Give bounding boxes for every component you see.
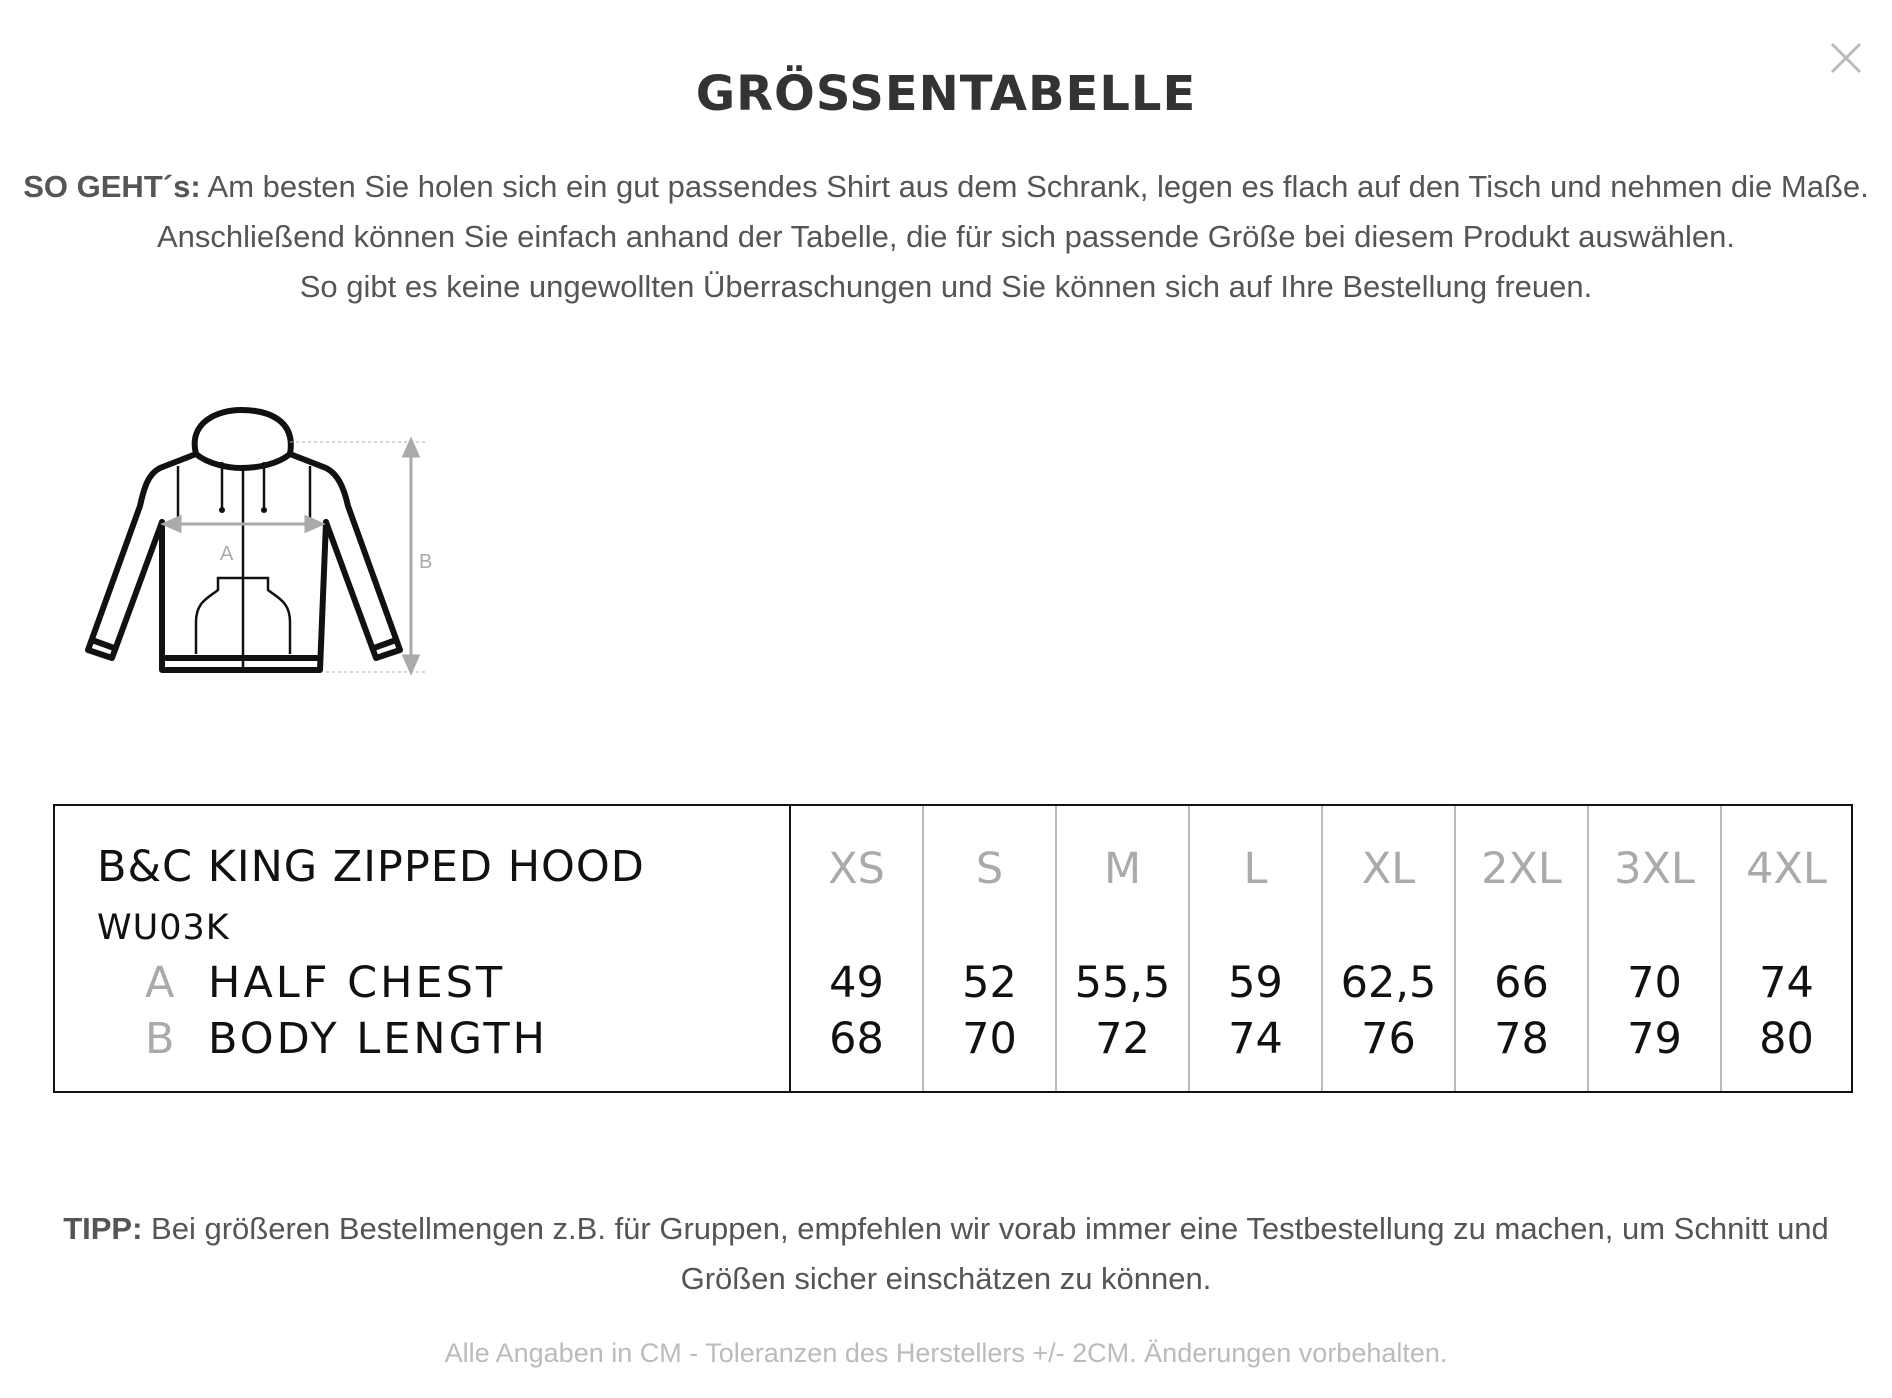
- size-column-l: [1190, 806, 1323, 1091]
- measurement-letter: A: [145, 958, 175, 1008]
- intro-line-3: So gibt es keine ungewollten Überraschungen und Sie können sich auf Ihre Bestellung freuen.: [299, 269, 1593, 304]
- measure-b-label: B: [419, 551, 433, 573]
- half-chest-value: 49: [829, 958, 884, 1008]
- intro-line-2: Anschließend können Sie einfach anhand der Tabelle, die für sich passende Größe bei diesem Produkt auswählen.: [157, 219, 1735, 254]
- footnote: Alle Angaben in CM - Toleranzen des Herstellers +/- 2CM. Änderungen vorbehalten.: [444, 1338, 1448, 1368]
- size-column-3xl: [1589, 806, 1722, 1091]
- size-header: XS: [828, 844, 885, 894]
- measurement-label: HALF CHEST: [208, 958, 506, 1008]
- half-chest-value: 74: [1759, 958, 1814, 1008]
- size-column-s: [924, 806, 1057, 1091]
- body-length-value: 72: [1095, 1014, 1150, 1064]
- hoodie-diagram: [78, 402, 438, 692]
- page-title: GRÖSSENTABELLE: [695, 66, 1197, 122]
- body-length-value: 70: [962, 1014, 1017, 1064]
- measurement-row-b: [55, 1014, 791, 1070]
- tip-lead: TIPP:: [63, 1211, 143, 1246]
- half-chest-value: 70: [1627, 958, 1682, 1008]
- size-column-2xl: [1456, 806, 1589, 1091]
- body-length-value: 78: [1494, 1014, 1549, 1064]
- size-table: [53, 804, 1853, 1093]
- size-column-xs: [791, 806, 924, 1091]
- size-column-m: [1057, 806, 1190, 1091]
- intro-lead: SO GEHT´s:: [23, 169, 201, 204]
- body-length-value: 80: [1759, 1014, 1814, 1064]
- tip-body: Bei größeren Bestellmengen z.B. für Gruppen, empfehlen wir vorab immer eine Testbestellung zu machen, um Schnitt und Größen sicher einschätzen zu können.: [151, 1211, 1829, 1296]
- size-header: 3XL: [1614, 844, 1695, 894]
- product-cell: [55, 806, 791, 1091]
- size-column-4xl: [1722, 806, 1851, 1091]
- measure-a-label: A: [220, 543, 234, 565]
- size-column-xl: [1323, 806, 1456, 1091]
- half-chest-value: 62,5: [1340, 958, 1437, 1008]
- half-chest-value: 66: [1494, 958, 1549, 1008]
- size-header: XL: [1361, 844, 1416, 894]
- measurement-label: BODY LENGTH: [208, 1014, 548, 1064]
- intro-line-1: SO GEHT´s: Am besten Sie holen sich ein gut passendes Shirt aus dem Schrank, legen es flach auf den Tisch und nehmen die Maße.: [23, 169, 1869, 204]
- half-chest-value: 52: [962, 958, 1017, 1008]
- tip-text: [40, 1204, 1852, 1304]
- body-length-value: 74: [1228, 1014, 1283, 1064]
- size-header: 2XL: [1481, 844, 1562, 894]
- body-length-value: 68: [829, 1014, 884, 1064]
- measurement-row-a: [55, 958, 791, 1014]
- size-header: M: [1103, 844, 1142, 894]
- body-length-value: 76: [1361, 1014, 1416, 1064]
- product-name: B&C KING ZIPPED HOOD: [97, 842, 645, 892]
- half-chest-value: 55,5: [1074, 958, 1171, 1008]
- size-header: 4XL: [1746, 844, 1827, 894]
- half-chest-value: 59: [1228, 958, 1283, 1008]
- measurement-letter: B: [145, 1014, 175, 1064]
- size-header: S: [975, 844, 1004, 894]
- intro-text: [0, 162, 1892, 312]
- body-length-value: 79: [1627, 1014, 1682, 1064]
- product-code: WU03K: [97, 908, 230, 948]
- size-header: L: [1243, 844, 1268, 894]
